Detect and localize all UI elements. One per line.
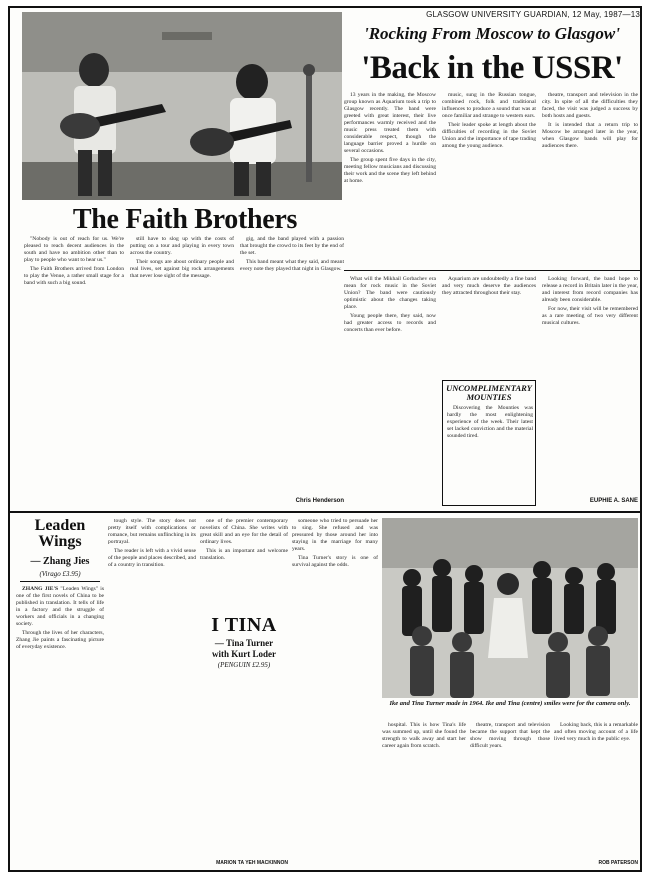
leaden-wings-rule <box>20 581 100 582</box>
feature-kicker: 'Rocking From Moscow to Glasgow' <box>364 24 620 43</box>
faith-column-3: gig, and the band played with a passion that brought the crowd to its feet by the end of the set. This band meant what they said, and meant every note they played that night in Glasgow. <box>240 236 344 272</box>
uncomplimentary-box <box>442 380 536 506</box>
leaden-wings-column-3: one of the premier contemporary novelists of China. She writes with great skill and an eye for the detail of ordinary lives. This is an important and welcome translation. <box>200 518 288 561</box>
feature-column-6: Looking forward, the band hope to release a record in Britain later in the year, and interest from record companies has already been considerable. For now, their visit will be remembered as a rare meeting of two very different musical cultures. <box>542 276 638 326</box>
itina-credit: ROB PATERSON <box>598 860 638 866</box>
leaden-wings-title: Leaden Wings <box>34 517 86 550</box>
leaden-wings-publisher: (Virago £3.95) <box>39 570 81 578</box>
feature-divider <box>344 270 640 271</box>
feature-column-5: Aquarium are undoubtedly a fine band and very much deserve the audiences they attracted throughout their stay. <box>442 276 536 296</box>
uncomplimentary-title: UNCOMPLIMENTARY MOUNTIES <box>446 383 532 402</box>
faith-column-2: still have to slog up with the costs of putting on a tour and playing in every town across the country. Their songs are about ordinary people and real lives, set against big rock arrangements that never lose sight of the message. <box>130 236 234 279</box>
itina-title: I TINA <box>211 614 277 636</box>
leaden-wings-byline: — Zhang Jies <box>30 556 90 567</box>
itina-column-1: someone who tried to persuade her to sing. She refused and was pressured by those around her into staying in the marriage for many years. Tina Turner's story is one of survival against the odds. <box>292 518 378 568</box>
itina-column-2: hospital. This is how Tina's life was summed up, until she found the strength to walk away and start her career again from scratch. <box>382 722 466 749</box>
itina-publisher: (PENGUIN £2.95) <box>217 661 271 669</box>
uncomplimentary-text: Discovering the Mounties was hardly the most enlightening experience of the week. Their latest set lacked conviction and the material sounded tired. <box>447 405 533 439</box>
group-photo <box>382 518 638 698</box>
newspaper-page <box>8 6 642 872</box>
feature-column-4: What will the Mikhail Gorbachev era mean for rock music in the Soviet Union? The band were cautiously optimistic about the changes taking place. Young people there, they said, now had greater access to records and concerts than ever before. <box>344 276 436 333</box>
band-photo <box>22 12 342 200</box>
feature-column-2: music, sung in the Russian tongue, combined rock, folk and traditional influences to produce a sound that was at once familiar and strange to western ears. Their leader spoke at length about the difficulties of recording in the Soviet Union and the importance of tape trading among the young audience. <box>442 92 536 149</box>
faith-brothers-headline: The Faith Brothers <box>72 204 298 235</box>
feature-column-3: theatre, transport and television in the city. In spite of all the difficulties they faced, the visit was judged a success by both hosts and guests. It is intended that a return trip to Moscow be arranged later in the year, when Glasgow bands will play for audiences there. <box>542 92 638 149</box>
itina-byline-2: with Kurt Loder <box>212 649 276 659</box>
photo-caption: Ike and Tina Turner made in 1964. Ike and Tina (centre) smiles were for the camera only. <box>389 700 631 707</box>
itina-byline-1: — Tina Turner <box>214 638 274 648</box>
faith-column-1: "Nobody is out of reach for us. We're pleased to reach decent audiences in the south and have no ambition other than to play to people who want to hear us." The Faith Brothers arrived from London to play the Venue, a rather small stage for a band with such a big sound. <box>24 236 124 286</box>
section-divider <box>10 511 640 513</box>
uncomplimentary-credit: EUPHIE A. SANE <box>589 498 638 504</box>
feature-column-1: 13 years in the making, the Moscow group known as Aquarium took a trip to Glasgow recently. The band were greeted with great interest, their live performances warmly received and the music press treated them with considerable respect, though the language barrier proved a hurdle on several occasions. The group spent five days in the city, meeting fellow musicians and discussing their work and the scene they left behind at home. <box>344 92 436 184</box>
leaden-wings-column-2: tough style. The story does not pretty itself with complications or romance, but remains unflinching in its portrayal. The reader is left with a vivid sense of the people and places described, and of a country in transition. <box>108 518 196 568</box>
leaden-wings-column-1: ZHANG JIE'S "Leaden Wings" is one of the first novels of China to be published in translation. It tells of life in a factory and the struggle of workers and officials in a changing society. Through the lives of her characters, Zhang Jie paints a fascinating picture of everyday existence. <box>16 586 104 650</box>
itina-column-3: theatre, transport and television became the support that kept the show moving through those difficult years. <box>470 722 550 749</box>
faith-credit: Chris Henderson <box>295 498 344 504</box>
feature-headline: 'Back in the USSR' <box>361 50 623 86</box>
leaden-wings-credit: MARION TA YEH MACKINNON <box>216 860 288 866</box>
itina-column-4: Looking back, this is a remarkable and often moving account of a life lived very much in the public eye. <box>554 722 638 742</box>
page-folio: GLASGOW UNIVERSITY GUARDIAN, 12 May, 1987—13 <box>426 10 640 19</box>
